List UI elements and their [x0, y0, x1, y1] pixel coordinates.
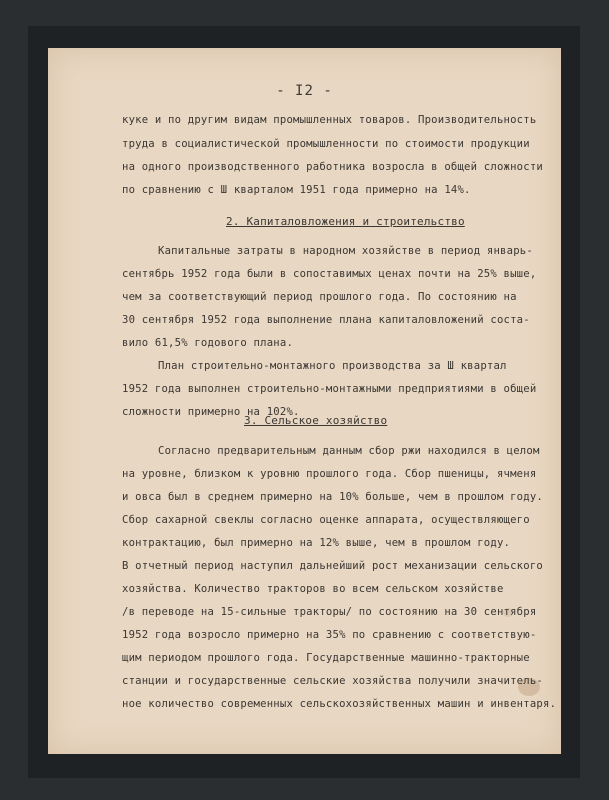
text-line: /в переводе на 15-сильные тракторы/ по состоянию на 30 сентября: [122, 606, 537, 618]
text-line: 1952 года возросло примерно на 35% по сравнению с соответствую-: [122, 629, 537, 641]
text-line: куке и по другим видам промышленных товаров. Производительность: [122, 114, 537, 126]
text-line: вило 61,5% годового плана.: [122, 337, 294, 349]
text-line: по сравнению с Ш кварталом 1951 года примерно на 14%.: [122, 184, 471, 196]
text-line: на уровне, близком к уровню прошлого года. Сбор пшеницы, ячменя: [122, 468, 537, 480]
text-line: на одного производственного работника возросла в общей сложности: [122, 161, 543, 173]
text-line: контрактацию, был примерно на 12% выше, чем в прошлом году.: [122, 537, 511, 549]
text-line: щим периодом прошлого года. Государственные машинно-тракторные: [122, 652, 530, 664]
text-line: сложности примерно на 102%.: [122, 406, 300, 418]
text-line: 1952 года выполнен строительно-монтажными предприятиями в общей: [122, 383, 537, 395]
text-line: хозяйства. Количество тракторов во всем сельском хозяйстве: [122, 583, 504, 595]
section-heading: 3. Сельское хозяйство: [244, 414, 388, 427]
section-heading: 2. Капиталовложения и строительство: [226, 215, 465, 228]
text-line: Согласно предварительным данным сбор ржи находился в целом: [158, 445, 540, 457]
text-line: 30 сентября 1952 года выполнение плана капиталовложений соста-: [122, 314, 530, 326]
text-line: сентябрь 1952 года были в сопоставимых ценах почти на 25% выше,: [122, 268, 537, 280]
text-line: и овса был в среднем примерно на 10% больше, чем в прошлом году.: [122, 491, 543, 503]
text-line: Капитальные затраты в народном хозяйстве в период январь-: [158, 245, 533, 257]
text-line: ное количество современных сельскохозяйственных машин и инвентаря.: [122, 698, 557, 710]
text-line: станции и государственные сельские хозяйства получили значитель-: [122, 675, 543, 687]
page-number: - I2 -: [276, 83, 333, 99]
text-line: Сбор сахарной свеклы согласно оценке аппарата, осуществляющего: [122, 514, 530, 526]
text-line: чем за соответствующий период прошлого года. По состоянию на: [122, 291, 517, 303]
text-line: В отчетный период наступил дальнейший рост механизации сельского: [122, 560, 543, 572]
text-line: труда в социалистической промышленности по стоимости продукции: [122, 138, 530, 150]
text-line: План строительно-монтажного производства за Ш квартал: [158, 360, 507, 372]
document-page: [48, 48, 561, 754]
